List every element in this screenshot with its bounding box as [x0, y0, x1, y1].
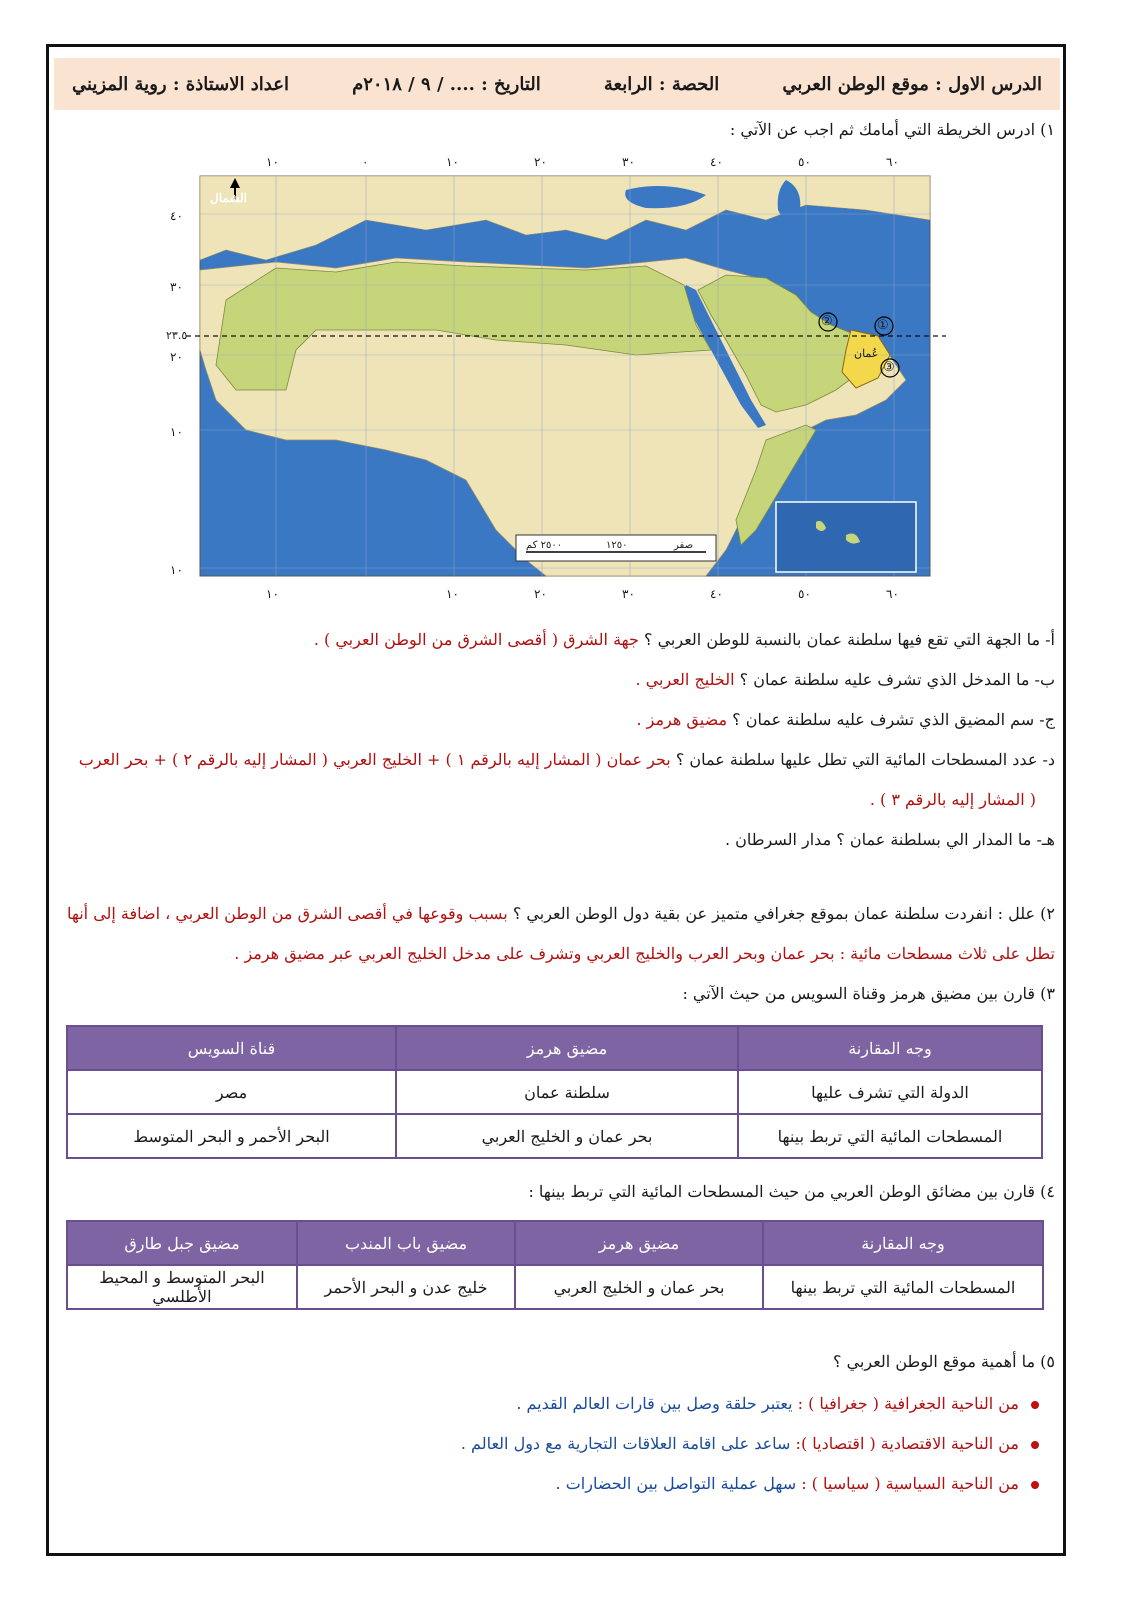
table-row: الدولة التي تشرف عليها سلطنة عمان مصر	[67, 1070, 1042, 1114]
lon-tick: ٦٠	[886, 155, 899, 169]
lat-tick: ٢٣.٥	[166, 329, 188, 342]
list-item: من الناحية الاقتصادية ( اقتصاديا ): ساعد على اقامة العلاقات التجارية مع دول العالم .	[461, 1432, 1039, 1456]
lat-tick: ٤٠	[170, 209, 183, 223]
lon-tick: ١٠	[266, 155, 279, 169]
lon-tick: ١٠	[266, 587, 279, 601]
q1-d: د- عدد المسطحات المائية التي تطل عليها سلطنة عمان ؟ بحر عمان ( المشار إليه بالرقم ١ ) + الخليج العربي ( المشار إليه بالرقم ٢ ) + بحر العرب	[78, 750, 1055, 769]
col-header: قناة السويس	[67, 1026, 396, 1070]
bullet-icon	[1031, 1441, 1039, 1449]
q4-prompt: ٤) قارن بين مضائق الوطن العربي من حيث المسطحات المائية التي تربط بينها :	[528, 1182, 1055, 1201]
scale-label: ١٢٥٠	[606, 540, 628, 551]
lon-tick: ١٠	[446, 155, 459, 169]
lon-tick: ٥٠	[798, 587, 811, 601]
col-header: مضيق هرمز	[515, 1221, 763, 1265]
q1-c: ج- سم المضيق الذي تشرف عليه سلطنة عمان ؟ مضيق هرمز .	[636, 710, 1055, 729]
arab-world-map	[166, 150, 962, 610]
col-header: مضيق جبل طارق	[67, 1221, 297, 1265]
bullet-icon	[1031, 1401, 1039, 1409]
list-item: من الناحية الجغرافية ( جغرافيا ) : يعتبر حلقة وصل بين قارات العالم القديم .	[516, 1392, 1039, 1416]
col-header: مضيق هرمز	[396, 1026, 738, 1070]
q1-d-cont: ( المشار إليه بالرقم ٣ ) .	[869, 790, 1036, 809]
q2: ٢) علل : انفردت سلطنة عمان بموقع جغرافي متميز عن بقية دول الوطن العربي ؟ بسبب وقوعها في أقصى الشرق من الوطن العربي ، اضافة إلى أنها	[66, 904, 1055, 923]
q3-prompt: ٣) قارن بين مضيق هرمز وقناة السويس من حيث الآتي :	[682, 984, 1055, 1003]
q1-e: هـ- ما المدار الي بسلطنة عمان ؟ مدار السرطان .	[724, 830, 1055, 849]
scale-label: صفر	[674, 540, 694, 551]
lat-tick: ١٠	[170, 425, 183, 439]
lat-tick: ٢٠	[170, 350, 183, 364]
col-header: وجه المقارنة	[763, 1221, 1043, 1265]
q4-table	[66, 1220, 1044, 1310]
lesson-header	[54, 58, 1060, 110]
col-header: مضيق باب المندب	[297, 1221, 515, 1265]
col-header: وجه المقارنة	[738, 1026, 1042, 1070]
map-svg	[166, 150, 962, 610]
lon-tick: ٤٠	[710, 155, 723, 169]
lon-tick: ٣٠	[622, 587, 635, 601]
lesson-title: الدرس الاول : موقع الوطن العربي	[782, 73, 1042, 95]
lon-tick: ٤٠	[710, 587, 723, 601]
lon-tick: ٥٠	[798, 155, 811, 169]
q1-a: أ- ما الجهة التي تقع فيها سلطنة عمان بالنسبة للوطن العربي ؟ جهة الشرق ( أقصى الشرق من الوطن العربي ) .	[313, 630, 1055, 649]
bullet-icon	[1031, 1481, 1039, 1489]
lon-tick: ٠	[362, 155, 369, 169]
lat-tick: ٣٠	[170, 280, 183, 294]
north-label: الشمال	[210, 191, 248, 205]
q1-prompt: ١) ادرس الخريطة التي أمامك ثم اجب عن الآتي :	[729, 120, 1055, 139]
lesson-date: التاريخ : .... / ٩ / ٢٠١٨م	[352, 73, 541, 95]
q3-table	[66, 1025, 1043, 1159]
q2-cont: تطل على ثلاث مسطحات مائية : بحر عمان وبحر العرب والخليج العربي وتشرف على مدخل الخليج العربي عبر مضيق هرمز .	[234, 944, 1055, 963]
q1-b: ب- ما المدخل الذي تشرف عليه سلطنة عمان ؟ الخليج العربي .	[635, 670, 1055, 689]
lon-tick: ٣٠	[622, 155, 635, 169]
marker-3: ③	[883, 360, 895, 375]
lon-tick: ٦٠	[886, 587, 899, 601]
table-row: المسطحات المائية التي تربط بينها بحر عمان و الخليج العربي البحر الأحمر و البحر المتوسط	[67, 1114, 1042, 1158]
lat-tick: ١٠	[170, 563, 183, 577]
lon-tick: ٢٠	[534, 155, 547, 169]
q5-prompt: ٥) ما أهمية موقع الوطن العربي ؟	[833, 1352, 1055, 1371]
lon-tick: ٢٠	[534, 587, 547, 601]
lon-tick: ١٠	[446, 587, 459, 601]
marker-2: ②	[821, 314, 833, 329]
table-row: المسطحات المائية التي تربط بينها بحر عمان و الخليج العربي خليج عدن و البحر الأحمر البحر المتوسط و المحيط الأطلسي	[67, 1265, 1043, 1309]
oman-label: عُمان	[854, 347, 879, 360]
lesson-period: الحصة : الرابعة	[603, 73, 720, 95]
scale-label: ٢٥٠٠ كم	[526, 540, 563, 551]
marker-1: ①	[877, 318, 889, 333]
teacher-name: اعداد الاستاذة : روية المزيني	[72, 73, 289, 95]
list-item: من الناحية السياسية ( سياسيا ) : سهل عملية التواصل بين الحضارات .	[556, 1472, 1039, 1496]
